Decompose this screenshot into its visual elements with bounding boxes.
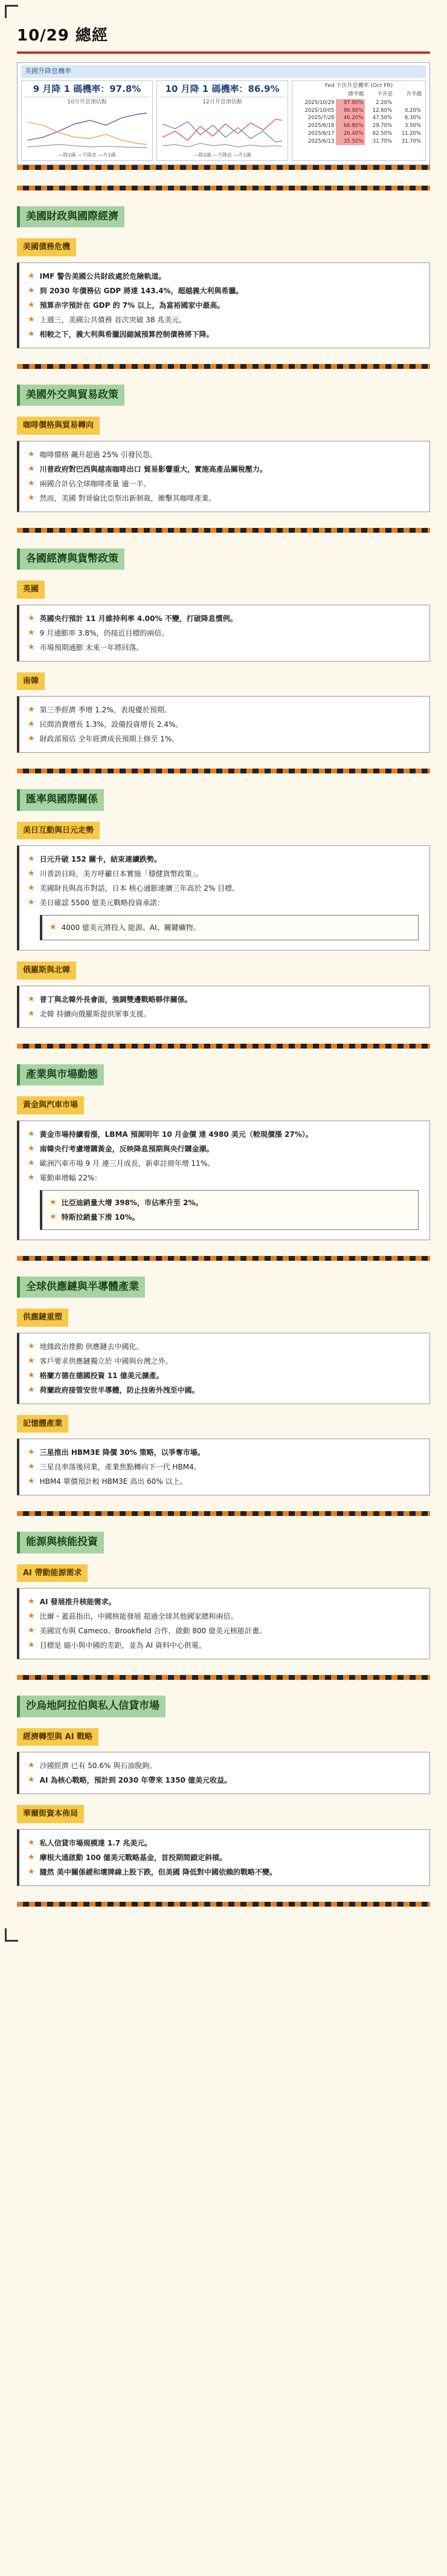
sub-title: 南韓 — [17, 672, 45, 691]
bullet-text: 私人信貸市場規模達 1.7 兆美元。 — [39, 1838, 152, 1847]
bullet-text: 隨然 美中關係緩和壞牌線上股下跌，但美國 降低對中國依賴的戰略不變。 — [39, 1867, 277, 1876]
star-icon: ★ — [28, 1341, 35, 1351]
fed-value: 31.70% — [401, 138, 421, 145]
sub-section — [17, 1306, 430, 1404]
bullet-item — [50, 920, 411, 935]
bullet-item — [28, 298, 421, 313]
bullet-item — [28, 462, 421, 476]
star-icon: ★ — [28, 1597, 35, 1606]
bullet-item — [28, 1836, 421, 1850]
fed-value: 3.50% — [404, 123, 421, 129]
bullet-text: 南韓央行考慮增購黃金，反映降息預期與央行購金潮。 — [39, 1144, 214, 1153]
bullet-item — [28, 1127, 421, 1142]
bullet-text: 荷蘭政府接管安世半導體，防止技術外洩至中國。 — [39, 1385, 199, 1394]
star-icon: ★ — [28, 285, 35, 295]
rate-box-left — [21, 80, 153, 161]
bullet-card — [17, 1439, 430, 1495]
bullet-item — [28, 992, 421, 1007]
sub-section — [17, 670, 430, 753]
star-icon: ★ — [28, 1838, 35, 1847]
bullet-text: AI 發展推升核能需求。 — [39, 1598, 116, 1606]
bullet-text: 北韓 持續向俄羅斯提供軍事支援。 — [39, 1009, 151, 1018]
star-icon: ★ — [50, 1212, 57, 1221]
star-icon: ★ — [28, 1867, 35, 1876]
fed-value: 26.40% — [336, 130, 365, 138]
star-icon: ★ — [28, 1356, 35, 1365]
bullet-text: 4000 億美元將投入 能源、AI、關鍵礦物。 — [61, 923, 201, 932]
star-icon: ★ — [50, 923, 57, 932]
sub-section — [17, 959, 430, 1028]
bullet-item — [28, 1609, 421, 1624]
section-title: 美國財政與國際經濟 — [17, 206, 124, 228]
bullet-item — [28, 626, 421, 640]
bullet-item — [28, 1865, 421, 1879]
bullet-item — [28, 1595, 421, 1609]
bullet-text: 民間消費增長 1.3%，設備投資增長 2.4%。 — [39, 720, 183, 729]
bullet-item — [28, 1354, 421, 1368]
bullet-item — [28, 640, 421, 655]
bullet-text: 第三季經濟 季增 1.2%，表現優於預期。 — [39, 706, 172, 714]
rate-line-c — [162, 143, 282, 147]
bullet-item — [28, 327, 421, 342]
fed-date: 2025/7/28 — [307, 115, 335, 122]
fed-value: 31.70% — [372, 138, 393, 145]
bullet-card — [17, 1829, 430, 1886]
star-icon: ★ — [28, 869, 35, 878]
star-icon: ★ — [28, 734, 35, 743]
rate-chart-left — [24, 107, 150, 152]
rates-row — [21, 80, 426, 161]
fed-value: 86.90% — [336, 107, 365, 115]
bullet-text: 格蘭方德在德國投資 11 億美元擴產。 — [39, 1371, 164, 1380]
rates-header: 美國升降息機率 — [21, 65, 426, 78]
fed-value: 97.80% — [336, 99, 365, 107]
bullet-text: 相較之下，義大利與希臘因縮減預算控制債務將下降。 — [39, 330, 214, 339]
bullet-text: 市場預期通膨 未來一年將回落。 — [39, 643, 144, 652]
bullet-item — [28, 476, 421, 491]
fed-table-title: Fed 下次升息機率 (Oct FR) — [324, 82, 393, 89]
bullet-item — [28, 1638, 421, 1653]
bullet-text: 地緣政治推動 供應鏈去中國化。 — [39, 1342, 144, 1351]
section-divider — [17, 364, 430, 369]
rate-chart-right — [159, 107, 285, 152]
star-icon: ★ — [28, 1775, 35, 1784]
bullet-item — [28, 447, 421, 462]
section-divider — [17, 1044, 430, 1049]
bullet-text: 預算赤字預計在 GDP 的 7% 以上，為富裕國家中最高。 — [39, 301, 225, 310]
fed-col-header — [295, 90, 336, 99]
star-icon: ★ — [28, 883, 35, 893]
bullet-text: 兩國合計佔全球咖啡產量 逾一半。 — [39, 479, 151, 488]
fed-col-header: 不升息 — [377, 91, 393, 97]
bullet-item — [28, 867, 421, 881]
sub-section — [17, 414, 430, 512]
sub-section — [17, 1803, 430, 1886]
star-icon: ★ — [28, 1462, 35, 1471]
fed-row — [295, 122, 423, 130]
fed-value: 12.60% — [372, 107, 393, 114]
section-title: 沙烏地阿拉伯與私人信貸市場 — [17, 1696, 166, 1717]
star-icon: ★ — [28, 613, 35, 623]
section-divider — [17, 165, 430, 170]
bullet-item — [50, 1210, 411, 1225]
fed-value: 62.50% — [372, 130, 393, 137]
section-title: 產業與市場動態 — [17, 1064, 104, 1086]
page-title: 10/29 總經 — [17, 27, 108, 45]
section — [17, 548, 430, 753]
fed-value: 6.30% — [404, 115, 421, 122]
bullet-text: 普丁與北韓外長會面，強調雙邊戰略夥伴關係。 — [39, 995, 192, 1004]
sub-title: 美國債務危機 — [17, 238, 76, 256]
fed-col-header: 升半碼 — [406, 91, 422, 97]
section-divider — [17, 186, 430, 190]
bullet-text: 美國宣布與 Cameco、Brookfield 合作，啟動 800 億美元核能計畫。 — [39, 1627, 266, 1635]
bullet-card — [17, 1120, 430, 1240]
star-icon: ★ — [28, 854, 35, 864]
bullet-item — [28, 717, 421, 732]
star-icon: ★ — [28, 300, 35, 310]
rate-line-b — [27, 122, 147, 145]
sub-section — [17, 578, 430, 662]
bullet-card — [17, 1333, 430, 1404]
bullet-item — [28, 1368, 421, 1383]
bullet-item — [28, 269, 421, 284]
bullet-item — [28, 313, 421, 327]
fed-date: 2025/10/29 — [304, 99, 335, 106]
section — [17, 1696, 430, 1886]
bullet-text: 川普政府對巴西與越南咖啡出口 貿易影響重大，實施高產品關稅壓力。 — [39, 464, 267, 473]
fed-value: 35.50% — [336, 138, 365, 146]
bullet-text: 美日確認 5500 億美元戰略投資承諾： — [39, 899, 164, 907]
star-icon: ★ — [28, 994, 35, 1004]
bullet-text: HBM4 單價預計較 HBM3E 高出 60% 以上。 — [39, 1477, 187, 1486]
star-icon: ★ — [28, 898, 35, 907]
star-icon: ★ — [28, 1385, 35, 1394]
fed-date: 2025/10/05 — [304, 107, 335, 114]
bullet-item — [28, 284, 421, 298]
bullet-text: 摩根大通啟動 100 億美元戰略基金，首投期間鎖定斜槓。 — [39, 1853, 227, 1862]
star-icon: ★ — [28, 720, 35, 729]
star-icon: ★ — [28, 1612, 35, 1621]
bullet-card — [17, 1588, 430, 1659]
fed-value: 29.70% — [372, 123, 393, 129]
sub-title: 美日互動與日元走勢 — [17, 822, 100, 840]
bullet-text: 特斯拉銷量下滑 10%。 — [61, 1212, 140, 1221]
section — [17, 385, 430, 512]
rate-title-right: 10 月降 1 碼機率：86.9% — [159, 82, 285, 98]
star-icon: ★ — [28, 464, 35, 473]
star-icon: ★ — [50, 1197, 57, 1207]
fed-row — [295, 114, 423, 122]
bullet-text: 咖啡價格 飆升超過 25% 引發民怨。 — [39, 450, 157, 459]
rate-legend-left: —降1碼 —不降息 —升1碼 — [58, 152, 116, 158]
fed-value: 2.20% — [376, 99, 393, 106]
title-rule — [17, 51, 430, 54]
fed-row — [295, 99, 423, 107]
bullet-card — [17, 441, 430, 512]
bullet-text: 目標是 縮小與中國的差距，並為 AI 資料中心供電。 — [39, 1641, 206, 1650]
sub-section — [17, 236, 430, 348]
star-icon: ★ — [28, 1477, 35, 1486]
star-icon: ★ — [28, 705, 35, 714]
bullet-text: 川普訪日時，美方呼籲日本實施「穩健貨幣政策」。 — [39, 870, 203, 878]
fed-row — [295, 107, 423, 115]
bullet-item — [28, 1773, 421, 1787]
sub-section — [17, 1413, 430, 1496]
sub-title: 英國 — [17, 581, 45, 599]
rate-line-a — [162, 119, 282, 140]
bullet-item — [28, 1624, 421, 1638]
section — [17, 1532, 430, 1659]
section-title: 能源與核能投資 — [17, 1532, 104, 1553]
fed-value: 11.20% — [401, 130, 421, 137]
bullet-text: 日元升破 152 關卡，結束連續跌勢。 — [39, 855, 162, 864]
fed-value: 0.20% — [404, 107, 421, 114]
sub-title: 咖啡價格與貿易轉向 — [17, 417, 100, 435]
bullet-text: 黃金市場持續看漲，LBMA 預測明年 10 月金價 達 4980 美元（較現價漲 27%）。 — [39, 1130, 313, 1139]
sub-title: 俄羅斯與北韓 — [17, 961, 76, 980]
bullet-text: 三星良率落後同業，產業焦點轉向下一代 HBM4。 — [39, 1463, 201, 1471]
rate-subtitle-left: 10月升息預估點 — [67, 99, 107, 105]
section-title: 各國經濟與貨幣政策 — [17, 548, 124, 570]
fed-value: 47.50% — [372, 115, 393, 122]
bullet-item — [28, 1758, 421, 1773]
star-icon: ★ — [28, 329, 35, 339]
bullet-item — [28, 611, 421, 626]
sub-section — [17, 1094, 430, 1240]
star-icon: ★ — [28, 1009, 35, 1018]
section — [17, 206, 430, 348]
star-icon: ★ — [28, 1143, 35, 1153]
star-icon: ★ — [28, 1852, 35, 1862]
section-divider — [17, 1511, 430, 1516]
bullet-card — [17, 986, 430, 1028]
star-icon: ★ — [28, 1448, 35, 1457]
bullet-card — [17, 605, 430, 662]
section-divider — [17, 1256, 430, 1261]
rate-subtitle-right: 12月升息預估點 — [202, 99, 242, 105]
section — [17, 1064, 430, 1240]
bullet-item — [28, 1142, 421, 1156]
bullet-item — [28, 1383, 421, 1397]
section-title: 全球供應鏈與半導體產業 — [17, 1277, 145, 1298]
bullet-item — [28, 732, 421, 746]
bullet-item — [28, 1850, 421, 1865]
star-icon: ★ — [28, 493, 35, 503]
bullet-text: AI 為核心戰略，預計到 2030 年帶來 1350 億美元收益。 — [39, 1776, 232, 1784]
sub-title: 記憶體產業 — [17, 1415, 68, 1433]
fed-table — [295, 90, 423, 145]
bullet-item — [28, 1474, 421, 1489]
section-title: 匯率與國際關係 — [17, 789, 104, 811]
section-divider — [17, 528, 430, 533]
bullet-text: IMF 警告美國公共財政處於危險軌道。 — [39, 272, 166, 281]
bullet-item — [50, 1195, 411, 1210]
sub-title: AI 帶動能源需求 — [17, 1564, 88, 1582]
bullet-text: 客戶要求供應鏈獨立於 中國與台灣之外。 — [39, 1356, 173, 1365]
bullet-text: 英國央行預計 11 月維持利率 4.00% 不變，打破降息慣例。 — [39, 614, 237, 623]
bullet-item — [28, 1339, 421, 1354]
rate-line-c — [27, 145, 147, 148]
star-icon: ★ — [28, 1370, 35, 1380]
bullet-text: 到 2030 年債務佔 GDP 將達 143.4%，超越義大利與希臘。 — [39, 286, 243, 295]
fed-date: 2025/6/17 — [307, 130, 335, 137]
fed-row — [295, 138, 423, 146]
bullet-card — [17, 845, 430, 951]
sub-section — [17, 1562, 430, 1660]
star-icon: ★ — [28, 314, 35, 324]
rate-box-right — [156, 80, 288, 161]
fed-value — [394, 99, 423, 107]
sub-section — [17, 819, 430, 951]
bullet-item — [28, 1460, 421, 1474]
bullet-text: 沙國經濟 已有 50.6% 與石油脫鉤。 — [39, 1761, 157, 1770]
bullet-text: 財政部預估 全年經濟成長預期上修至 1%。 — [39, 735, 179, 743]
fed-row — [295, 130, 423, 138]
bullet-item — [28, 1445, 421, 1460]
star-icon: ★ — [28, 642, 35, 652]
star-icon: ★ — [28, 271, 35, 281]
rate-title-left: 9 月降 1 碼機率：97.8% — [24, 82, 150, 98]
section — [17, 789, 430, 1028]
bullet-item — [28, 852, 421, 867]
fed-value: 66.80% — [336, 122, 365, 130]
bullet-text: 然而，美國 對哥倫比亞祭出新制裁，衝擊其咖啡產業。 — [39, 493, 216, 503]
fed-col-header: 降半碼 — [348, 91, 364, 97]
sub-title: 華爾街資本佈局 — [17, 1805, 84, 1823]
fed-date: 2025/6/13 — [307, 138, 335, 145]
rates-panel — [17, 62, 430, 165]
fed-value: 46.20% — [336, 114, 365, 122]
nested-card — [40, 1190, 419, 1230]
bullet-card — [17, 1752, 430, 1794]
fed-date: 2025/6/18 — [307, 123, 335, 129]
bullet-text: 電動車增幅 22%： — [39, 1173, 102, 1182]
page-header — [17, 0, 430, 54]
bullet-text: 比亞迪銷量大增 398%，市佔率升至 2%。 — [61, 1198, 203, 1207]
star-icon: ★ — [28, 1158, 35, 1168]
star-icon: ★ — [28, 628, 35, 637]
bullet-item — [28, 896, 421, 910]
corner-decoration — [5, 5, 18, 18]
bullet-text: 歐洲汽車市場 9 月 連三月成長，新車註冊年增 11%。 — [39, 1159, 215, 1168]
section-divider — [17, 1675, 430, 1680]
bullet-text: 美國財長與高市對話，日本 核心通膨連續三年高於 2% 目標。 — [39, 884, 240, 893]
star-icon: ★ — [28, 1129, 35, 1139]
rate-legend-right: —降1碼 —不降息 —升1碼 — [193, 152, 251, 158]
bullet-text: 比爾・蓋茲指出，中國核能發展 超過全球其他國家總和兩倍。 — [39, 1612, 238, 1621]
rate-line-a — [27, 113, 147, 140]
bullet-item — [28, 491, 421, 506]
bullet-card — [17, 262, 430, 348]
star-icon: ★ — [28, 1173, 35, 1182]
bullet-text: 上週三，美國公共債務 首次突破 38 兆美元。 — [39, 315, 187, 324]
bullet-item — [28, 1156, 421, 1171]
star-icon: ★ — [28, 478, 35, 488]
rate-line-b — [162, 122, 282, 142]
nested-card — [40, 915, 419, 940]
fed-table-box — [292, 80, 426, 161]
bullet-text: 三星推出 HBM3E 降價 30% 策略，以爭奪市場。 — [39, 1448, 205, 1457]
sub-title: 供應鏈重塑 — [17, 1309, 68, 1327]
section — [17, 1277, 430, 1496]
section-title: 美國外交與貿易政策 — [17, 385, 124, 406]
star-icon: ★ — [28, 1641, 35, 1650]
bullet-item — [28, 1007, 421, 1021]
star-icon: ★ — [28, 449, 35, 459]
bullet-item — [28, 1171, 421, 1185]
section-divider — [17, 1902, 430, 1907]
bullet-text: 9 月通膨率 3.8%，仍接近目標的兩倍。 — [39, 628, 169, 637]
star-icon: ★ — [28, 1626, 35, 1635]
sub-title: 黃金與汽車市場 — [17, 1096, 84, 1114]
sections — [17, 165, 430, 1907]
bullet-item — [28, 703, 421, 717]
sub-section — [17, 1726, 430, 1795]
section-divider — [17, 769, 430, 773]
corner-decoration — [5, 1928, 18, 1942]
star-icon: ★ — [28, 1761, 35, 1770]
bullet-card — [17, 696, 430, 753]
bullet-item — [28, 881, 421, 896]
sub-title: 經濟轉型與 AI 戰略 — [17, 1728, 98, 1746]
